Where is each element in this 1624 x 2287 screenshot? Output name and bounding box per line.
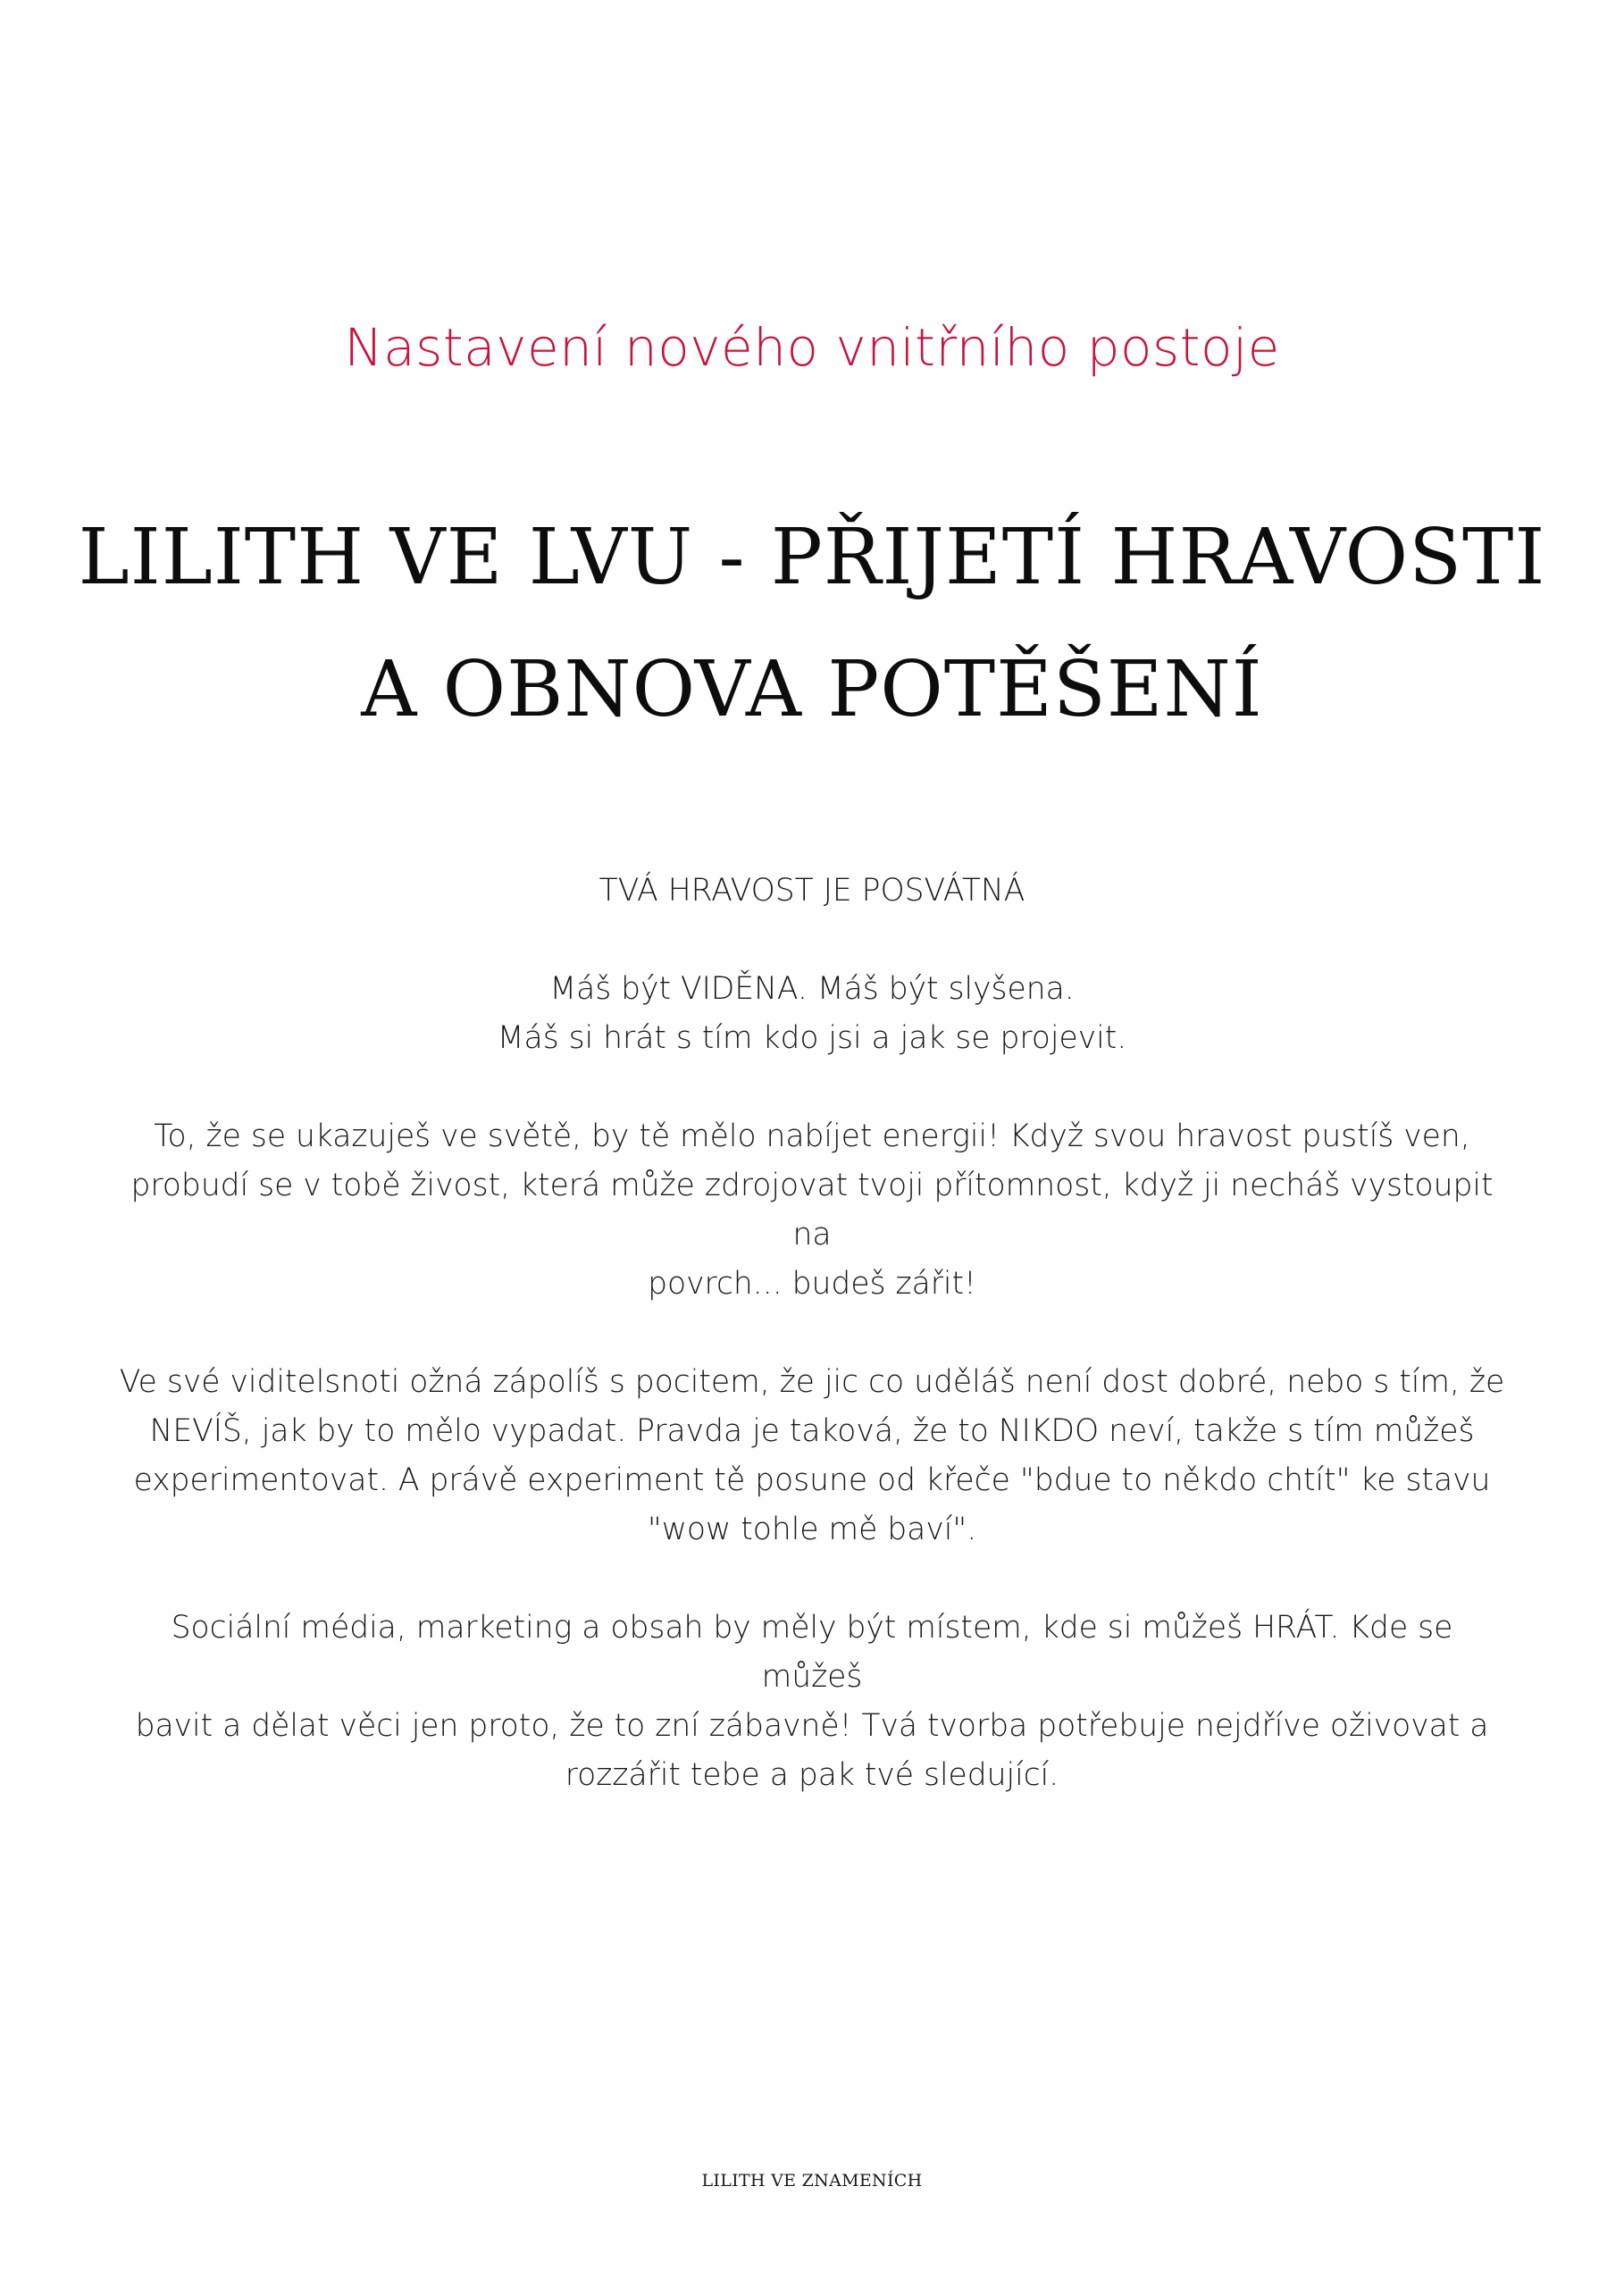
paragraph-line: "wow tohle mě baví".	[647, 1512, 977, 1547]
paragraph-line: probudí se v tobě živost, která může zdrojovat tvoji přítomnost, když ji necháš vystoupit na	[130, 1168, 1494, 1252]
paragraph-line: Máš si hrát s tím kdo jsi a jak se projevit.	[497, 1020, 1127, 1056]
paragraph	[116, 1604, 1508, 1800]
paragraph-line: Máš být VIDĚNA. Máš být slyšena.	[549, 971, 1075, 1007]
paragraph	[116, 1112, 1508, 1309]
paragraph-line: Sociální média, marketing a obsah by měly být místem, kde si můžeš HRÁT. Kde se můžeš	[171, 1610, 1453, 1695]
paragraph-line: bavit a dělat věci jen proto, že to zní zábavně! Tvá tvorba potřebuje nejdříve oživovat a	[135, 1708, 1489, 1744]
page-footer: LILITH VE ZNAMENÍCH	[701, 2171, 923, 2191]
paragraph-line: Ve své viditelsnoti ožná zápolíš s pocitem, že jic co uděláš není dost dobré, nebo s tím, že	[119, 1364, 1505, 1400]
body-text	[116, 867, 1508, 1849]
page-title-line: LILITH VE LVU - PŘIJETÍ HRAVOSTI	[78, 513, 1546, 602]
paragraph-line: rozzářit tebe a pak tvé sledující.	[565, 1757, 1059, 1793]
paragraph-line: experimentovat. A právě experiment tě posune od křeče "bdue to někdo chtít" ke stavu	[133, 1462, 1491, 1498]
section-heading: TVÁ HRAVOST JE POSVÁTNÁ	[599, 873, 1025, 909]
paragraph-line: To, že se ukazuješ ve světě, by tě mělo nabíjet energii! Když svou hravost pustíš ven,	[154, 1118, 1470, 1154]
paragraph-line: NEVÍŠ, jak by to mělo vypadat. Pravda je taková, že to NIKDO neví, takže s tím můžeš	[149, 1413, 1475, 1449]
page-title-line: A OBNOVA POTĚŠENÍ	[361, 645, 1263, 734]
paragraph	[116, 1358, 1508, 1554]
page-title	[0, 491, 1624, 756]
page-subtitle: Nastavení nového vnitřního postoje	[344, 317, 1280, 378]
paragraph	[116, 965, 1508, 1063]
paragraph-line: povrch... budeš zářit!	[648, 1266, 976, 1302]
